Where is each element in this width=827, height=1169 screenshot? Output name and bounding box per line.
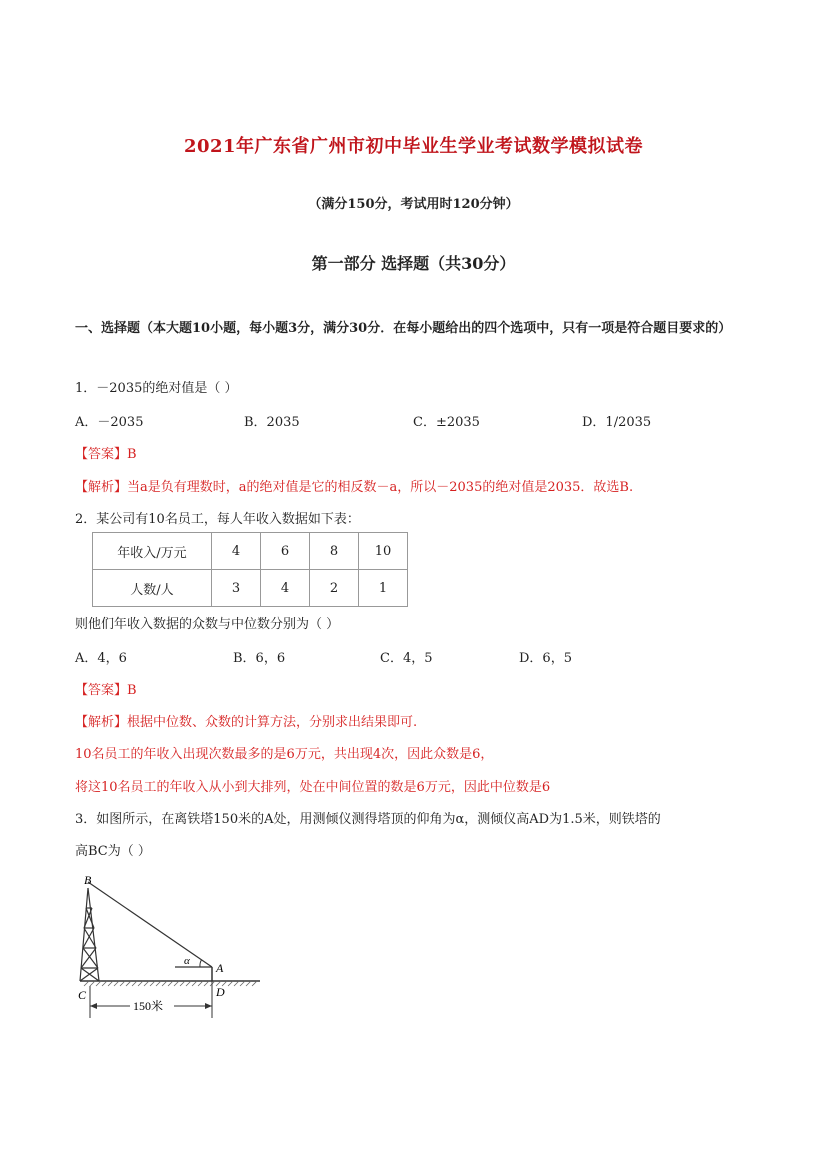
table-header-income: 年收入/万元	[93, 533, 212, 570]
label-d: D	[216, 985, 225, 999]
arrowhead-left	[90, 1003, 97, 1009]
label-a: A	[216, 961, 224, 975]
tower-figure	[70, 868, 270, 1028]
label-alpha: α	[184, 955, 190, 967]
q2-question: 则他们年收入数据的众数与中位数分别为（ ）	[75, 617, 340, 632]
page-title: 2021年广东省广州市初中毕业生学业考试数学模拟试卷	[183, 136, 644, 157]
q1-option-a: A．－2035	[75, 415, 144, 430]
income-table	[92, 532, 408, 607]
table-cell: 6	[261, 533, 310, 570]
q2-analysis-3: 将这10名员工的年收入从小到大排列，处在中间位置的数是6万元，因此中位数是6	[75, 780, 551, 795]
tower	[80, 888, 99, 981]
table-cell: 4	[261, 570, 310, 607]
q2-answer: 【答案】B	[75, 683, 137, 698]
table-cell: 1	[359, 570, 408, 607]
q3-stem-1: 3．如图所示，在离铁塔150米的A处，用测倾仪测得塔顶的仰角为α，测倾仪高AD为1.5米，则铁塔的	[75, 812, 661, 827]
label-c: C	[78, 988, 87, 1002]
q1-stem: 1．－2035的绝对值是（ ）	[75, 381, 238, 396]
table-cell: 4	[212, 533, 261, 570]
exam-info: （满分150分，考试用时120分钟）	[308, 197, 519, 212]
q2-analysis-2: 10名员工的年收入出现次数最多的是6万元，共出现4次，因此众数是6，	[75, 747, 494, 762]
q1-answer: 【答案】B	[75, 447, 137, 462]
q2-option-d: D．6，5	[519, 651, 572, 666]
table-cell: 10	[359, 533, 408, 570]
table-row	[93, 533, 408, 570]
arrowhead-right	[205, 1003, 212, 1009]
q2-option-a: A．4，6	[75, 651, 127, 666]
q1-option-b: B．2035	[244, 415, 300, 430]
q3-stem-2: 高BC为（ ）	[75, 844, 151, 859]
label-distance: 150米	[133, 999, 164, 1013]
section-heading: 一、选择题（本大题10小题，每小题3分，满分30分．在每小题给出的四个选项中，只有一项是符合题目要求的）	[75, 321, 732, 336]
table-header-count: 人数/人	[93, 570, 212, 607]
sight-line	[88, 882, 212, 967]
table-row	[93, 570, 408, 607]
q1-analysis: 【解析】当a是负有理数时，a的绝对值是它的相反数－a，所以－2035的绝对值是2035．故选B.	[75, 480, 634, 495]
q1-option-d: D．1/2035	[582, 415, 652, 430]
q2-option-b: B．6，6	[233, 651, 286, 666]
q2-stem: 2．某公司有10名员工，每人年收入数据如下表：	[75, 512, 360, 527]
label-b: B	[84, 873, 92, 887]
angle-arc	[200, 960, 202, 967]
part-heading: 第一部分 选择题（共30分）	[311, 254, 516, 273]
table-cell: 8	[310, 533, 359, 570]
q1-option-c: C．±2035	[413, 415, 480, 430]
q2-option-c: C．4，5	[380, 651, 433, 666]
q2-analysis-1: 【解析】根据中位数、众数的计算方法，分别求出结果即可.	[75, 715, 418, 730]
table-cell: 3	[212, 570, 261, 607]
table-cell: 2	[310, 570, 359, 607]
